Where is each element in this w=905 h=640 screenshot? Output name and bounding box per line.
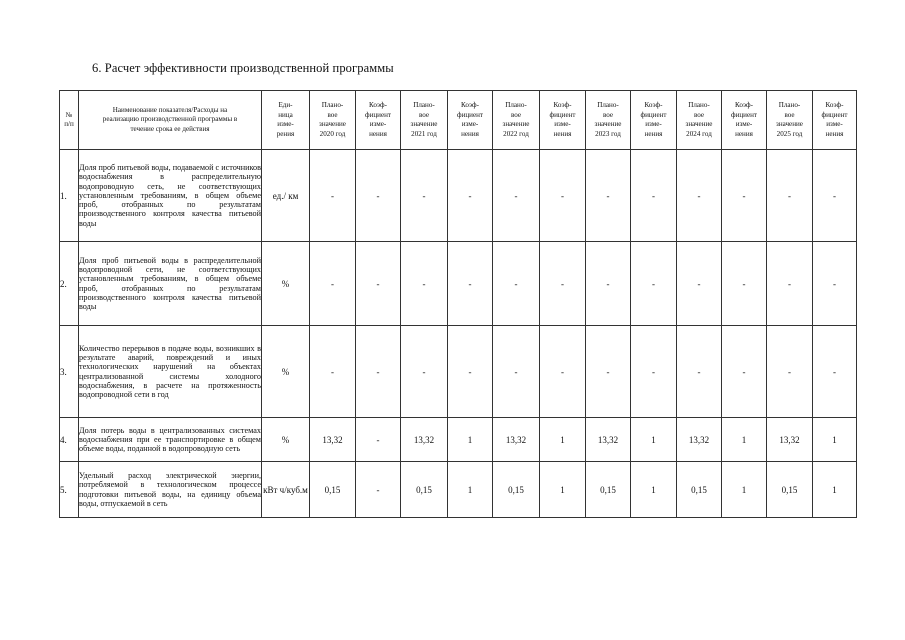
value-cell: 0,15 bbox=[677, 462, 722, 518]
value-cell: 13,32 bbox=[493, 418, 540, 462]
row-number: 1. bbox=[60, 150, 79, 242]
header-line: значение bbox=[594, 120, 622, 128]
header-line: нения bbox=[553, 129, 572, 138]
value-cell: - bbox=[356, 418, 401, 462]
value-cell: - bbox=[586, 242, 631, 326]
unit-cell: % bbox=[262, 418, 310, 462]
header-line: 2025 год bbox=[776, 129, 803, 138]
value-cell: 1 bbox=[631, 462, 677, 518]
indicator-name: Доля проб питьевой воды в распределительной водопроводной сети, не соответствующих установленным требованиям, в общем объеме проб, отобранных по результатам производственного контроля качества питьевой воды bbox=[79, 242, 262, 326]
value-cell: 1 bbox=[540, 418, 586, 462]
column-header bbox=[310, 91, 356, 150]
header-line: нения bbox=[461, 129, 479, 138]
header-line: ница bbox=[278, 110, 293, 119]
value-cell: - bbox=[813, 150, 857, 242]
value-cell: - bbox=[310, 150, 356, 242]
value-cell: - bbox=[401, 242, 448, 326]
header-line: изме- bbox=[369, 120, 387, 128]
header-line: вое bbox=[602, 110, 614, 119]
column-header bbox=[540, 91, 586, 150]
header-line: Коэф- bbox=[369, 101, 387, 109]
header-line: Наименование показателя/Расходы на bbox=[112, 105, 228, 114]
header-line: рения bbox=[276, 129, 295, 138]
column-header bbox=[722, 91, 767, 150]
header-line: изме- bbox=[645, 120, 662, 128]
column-header bbox=[448, 91, 493, 150]
column-header bbox=[60, 91, 79, 150]
value-cell: - bbox=[813, 326, 857, 418]
header-line: фициент bbox=[730, 110, 758, 119]
header-line: вое bbox=[510, 110, 522, 119]
value-cell: - bbox=[493, 242, 540, 326]
value-cell: - bbox=[448, 326, 493, 418]
header-line: Коэф- bbox=[553, 101, 572, 109]
unit-cell: % bbox=[262, 242, 310, 326]
column-header bbox=[401, 91, 448, 150]
value-cell: - bbox=[586, 326, 631, 418]
value-cell: - bbox=[767, 326, 813, 418]
header-line: изме- bbox=[554, 120, 571, 128]
header-line: фициент bbox=[456, 110, 484, 119]
value-cell: - bbox=[540, 150, 586, 242]
value-cell: 0,15 bbox=[586, 462, 631, 518]
value-cell: 13,32 bbox=[310, 418, 356, 462]
header-line: значение bbox=[776, 120, 803, 128]
value-cell: - bbox=[356, 462, 401, 518]
header-line: фициент bbox=[364, 110, 392, 119]
value-cell: - bbox=[401, 326, 448, 418]
header-line: значение bbox=[502, 120, 530, 128]
value-cell: - bbox=[767, 150, 813, 242]
header-line: изме- bbox=[461, 120, 479, 128]
value-cell: - bbox=[540, 326, 586, 418]
header-line: 2021 год bbox=[411, 129, 437, 138]
header-line: значение bbox=[319, 120, 346, 128]
header-line: вое bbox=[693, 110, 705, 119]
header-line: нения bbox=[825, 129, 844, 138]
table-row bbox=[60, 462, 857, 518]
header-line: Плано- bbox=[413, 101, 435, 109]
header-line: вое bbox=[784, 110, 795, 119]
header-line: 2022 год bbox=[503, 129, 529, 138]
indicator-name: Доля проб питьевой воды, подаваемой с источников водоснабжения в распределительную водопроводную сеть, не соответствующих установленным требованиям, в общем объеме проб, отобранных по результатам производственного контроля качества питьевой воды bbox=[79, 150, 262, 242]
header-line: Плано- bbox=[688, 101, 710, 109]
unit-cell: кВт ч/куб.м bbox=[262, 462, 310, 518]
header-line: № bbox=[65, 110, 73, 119]
value-cell: - bbox=[722, 326, 767, 418]
indicator-name: Доля потерь воды в централизованных системах водоснабжения при ее транспортировке в общем объеме воды, поданной в водопроводную сеть bbox=[79, 418, 262, 462]
value-cell: - bbox=[722, 242, 767, 326]
header-line: изме- bbox=[277, 120, 294, 128]
header-line: 2020 год bbox=[319, 129, 346, 138]
value-cell: - bbox=[448, 242, 493, 326]
header-line: Коэф- bbox=[735, 101, 753, 109]
value-cell: 13,32 bbox=[767, 418, 813, 462]
value-cell: - bbox=[586, 150, 631, 242]
header-row bbox=[60, 91, 857, 150]
value-cell: 0,15 bbox=[493, 462, 540, 518]
value-cell: - bbox=[310, 242, 356, 326]
header-line: Плано- bbox=[505, 101, 527, 109]
value-cell: 0,15 bbox=[767, 462, 813, 518]
value-cell: 1 bbox=[540, 462, 586, 518]
value-cell: - bbox=[401, 150, 448, 242]
value-cell: - bbox=[813, 242, 857, 326]
value-cell: - bbox=[631, 150, 677, 242]
header-line: нения bbox=[644, 129, 663, 138]
header-line: вое bbox=[327, 110, 338, 119]
column-header bbox=[262, 91, 310, 150]
value-cell: 1 bbox=[722, 462, 767, 518]
page-title: 6. Расчет эффективности производственной программы bbox=[92, 61, 394, 75]
value-cell: 1 bbox=[448, 418, 493, 462]
header-line: Коэф- bbox=[461, 101, 479, 109]
unit-cell: ед./ км bbox=[262, 150, 310, 242]
row-number: 2. bbox=[60, 242, 79, 326]
column-header bbox=[586, 91, 631, 150]
table-row bbox=[60, 326, 857, 418]
header-line: изме- bbox=[826, 120, 843, 128]
header-line: нения bbox=[735, 129, 753, 138]
value-cell: 13,32 bbox=[586, 418, 631, 462]
header-line: значение bbox=[685, 120, 713, 128]
indicator-name: Количество перерывов в подаче воды, возникших в результате аварий, повреждений и иных технологических нарушений на объектах централизованной системы холодного водоснабжения, в расчете на протяженность водопроводной сети в год bbox=[79, 326, 262, 418]
value-cell: - bbox=[310, 326, 356, 418]
value-cell: - bbox=[540, 242, 586, 326]
table-row bbox=[60, 150, 857, 242]
row-number: 5. bbox=[60, 462, 79, 518]
value-cell: - bbox=[493, 326, 540, 418]
table-row bbox=[60, 418, 857, 462]
value-cell: 0,15 bbox=[401, 462, 448, 518]
value-cell: 13,32 bbox=[401, 418, 448, 462]
value-cell: 1 bbox=[813, 418, 857, 462]
column-header bbox=[79, 91, 262, 150]
value-cell: - bbox=[767, 242, 813, 326]
header-line: изме- bbox=[735, 120, 753, 128]
column-header bbox=[631, 91, 677, 150]
table-row bbox=[60, 242, 857, 326]
header-line: значение bbox=[410, 120, 438, 128]
value-cell: 1 bbox=[813, 462, 857, 518]
header-line: Коэф- bbox=[644, 101, 663, 109]
header-line: вое bbox=[418, 110, 430, 119]
value-cell: - bbox=[722, 150, 767, 242]
header-line: Плано- bbox=[597, 101, 619, 109]
value-cell: - bbox=[677, 326, 722, 418]
value-cell: 1 bbox=[448, 462, 493, 518]
value-cell: - bbox=[677, 150, 722, 242]
header-line: фициент bbox=[549, 110, 576, 119]
value-cell: - bbox=[493, 150, 540, 242]
efficiency-table bbox=[59, 90, 857, 518]
column-header bbox=[356, 91, 401, 150]
value-cell: - bbox=[631, 242, 677, 326]
header-line: нения bbox=[369, 129, 387, 138]
header-line: Еди- bbox=[278, 101, 293, 109]
header-line: реализацию производственной программы в bbox=[102, 115, 238, 124]
header-line: Коэф- bbox=[825, 101, 844, 109]
value-cell: 1 bbox=[631, 418, 677, 462]
column-header bbox=[677, 91, 722, 150]
header-line: течение срока ее действия bbox=[130, 124, 210, 133]
header-line: 2024 год bbox=[686, 129, 712, 138]
value-cell: 1 bbox=[722, 418, 767, 462]
value-cell: - bbox=[356, 150, 401, 242]
column-header bbox=[813, 91, 857, 150]
header-line: 2023 год bbox=[595, 129, 621, 138]
header-line: Плано- bbox=[321, 101, 344, 109]
header-line: фициент bbox=[640, 110, 667, 119]
unit-cell: % bbox=[262, 326, 310, 418]
header-line: п/п bbox=[64, 120, 74, 128]
indicator-name: Удельный расход электрической энергии, потребляемой в технологическом процессе подготовки питьевой воды, на единицу объема воды, отпускаемой в сеть bbox=[79, 462, 262, 518]
value-cell: - bbox=[356, 326, 401, 418]
header-line: Плано- bbox=[778, 101, 801, 109]
row-number: 3. bbox=[60, 326, 79, 418]
column-header bbox=[493, 91, 540, 150]
value-cell: - bbox=[631, 326, 677, 418]
value-cell: 13,32 bbox=[677, 418, 722, 462]
column-header bbox=[767, 91, 813, 150]
value-cell: - bbox=[677, 242, 722, 326]
value-cell: 0,15 bbox=[310, 462, 356, 518]
header-line: фициент bbox=[821, 110, 848, 119]
row-number: 4. bbox=[60, 418, 79, 462]
value-cell: - bbox=[448, 150, 493, 242]
value-cell: - bbox=[356, 242, 401, 326]
